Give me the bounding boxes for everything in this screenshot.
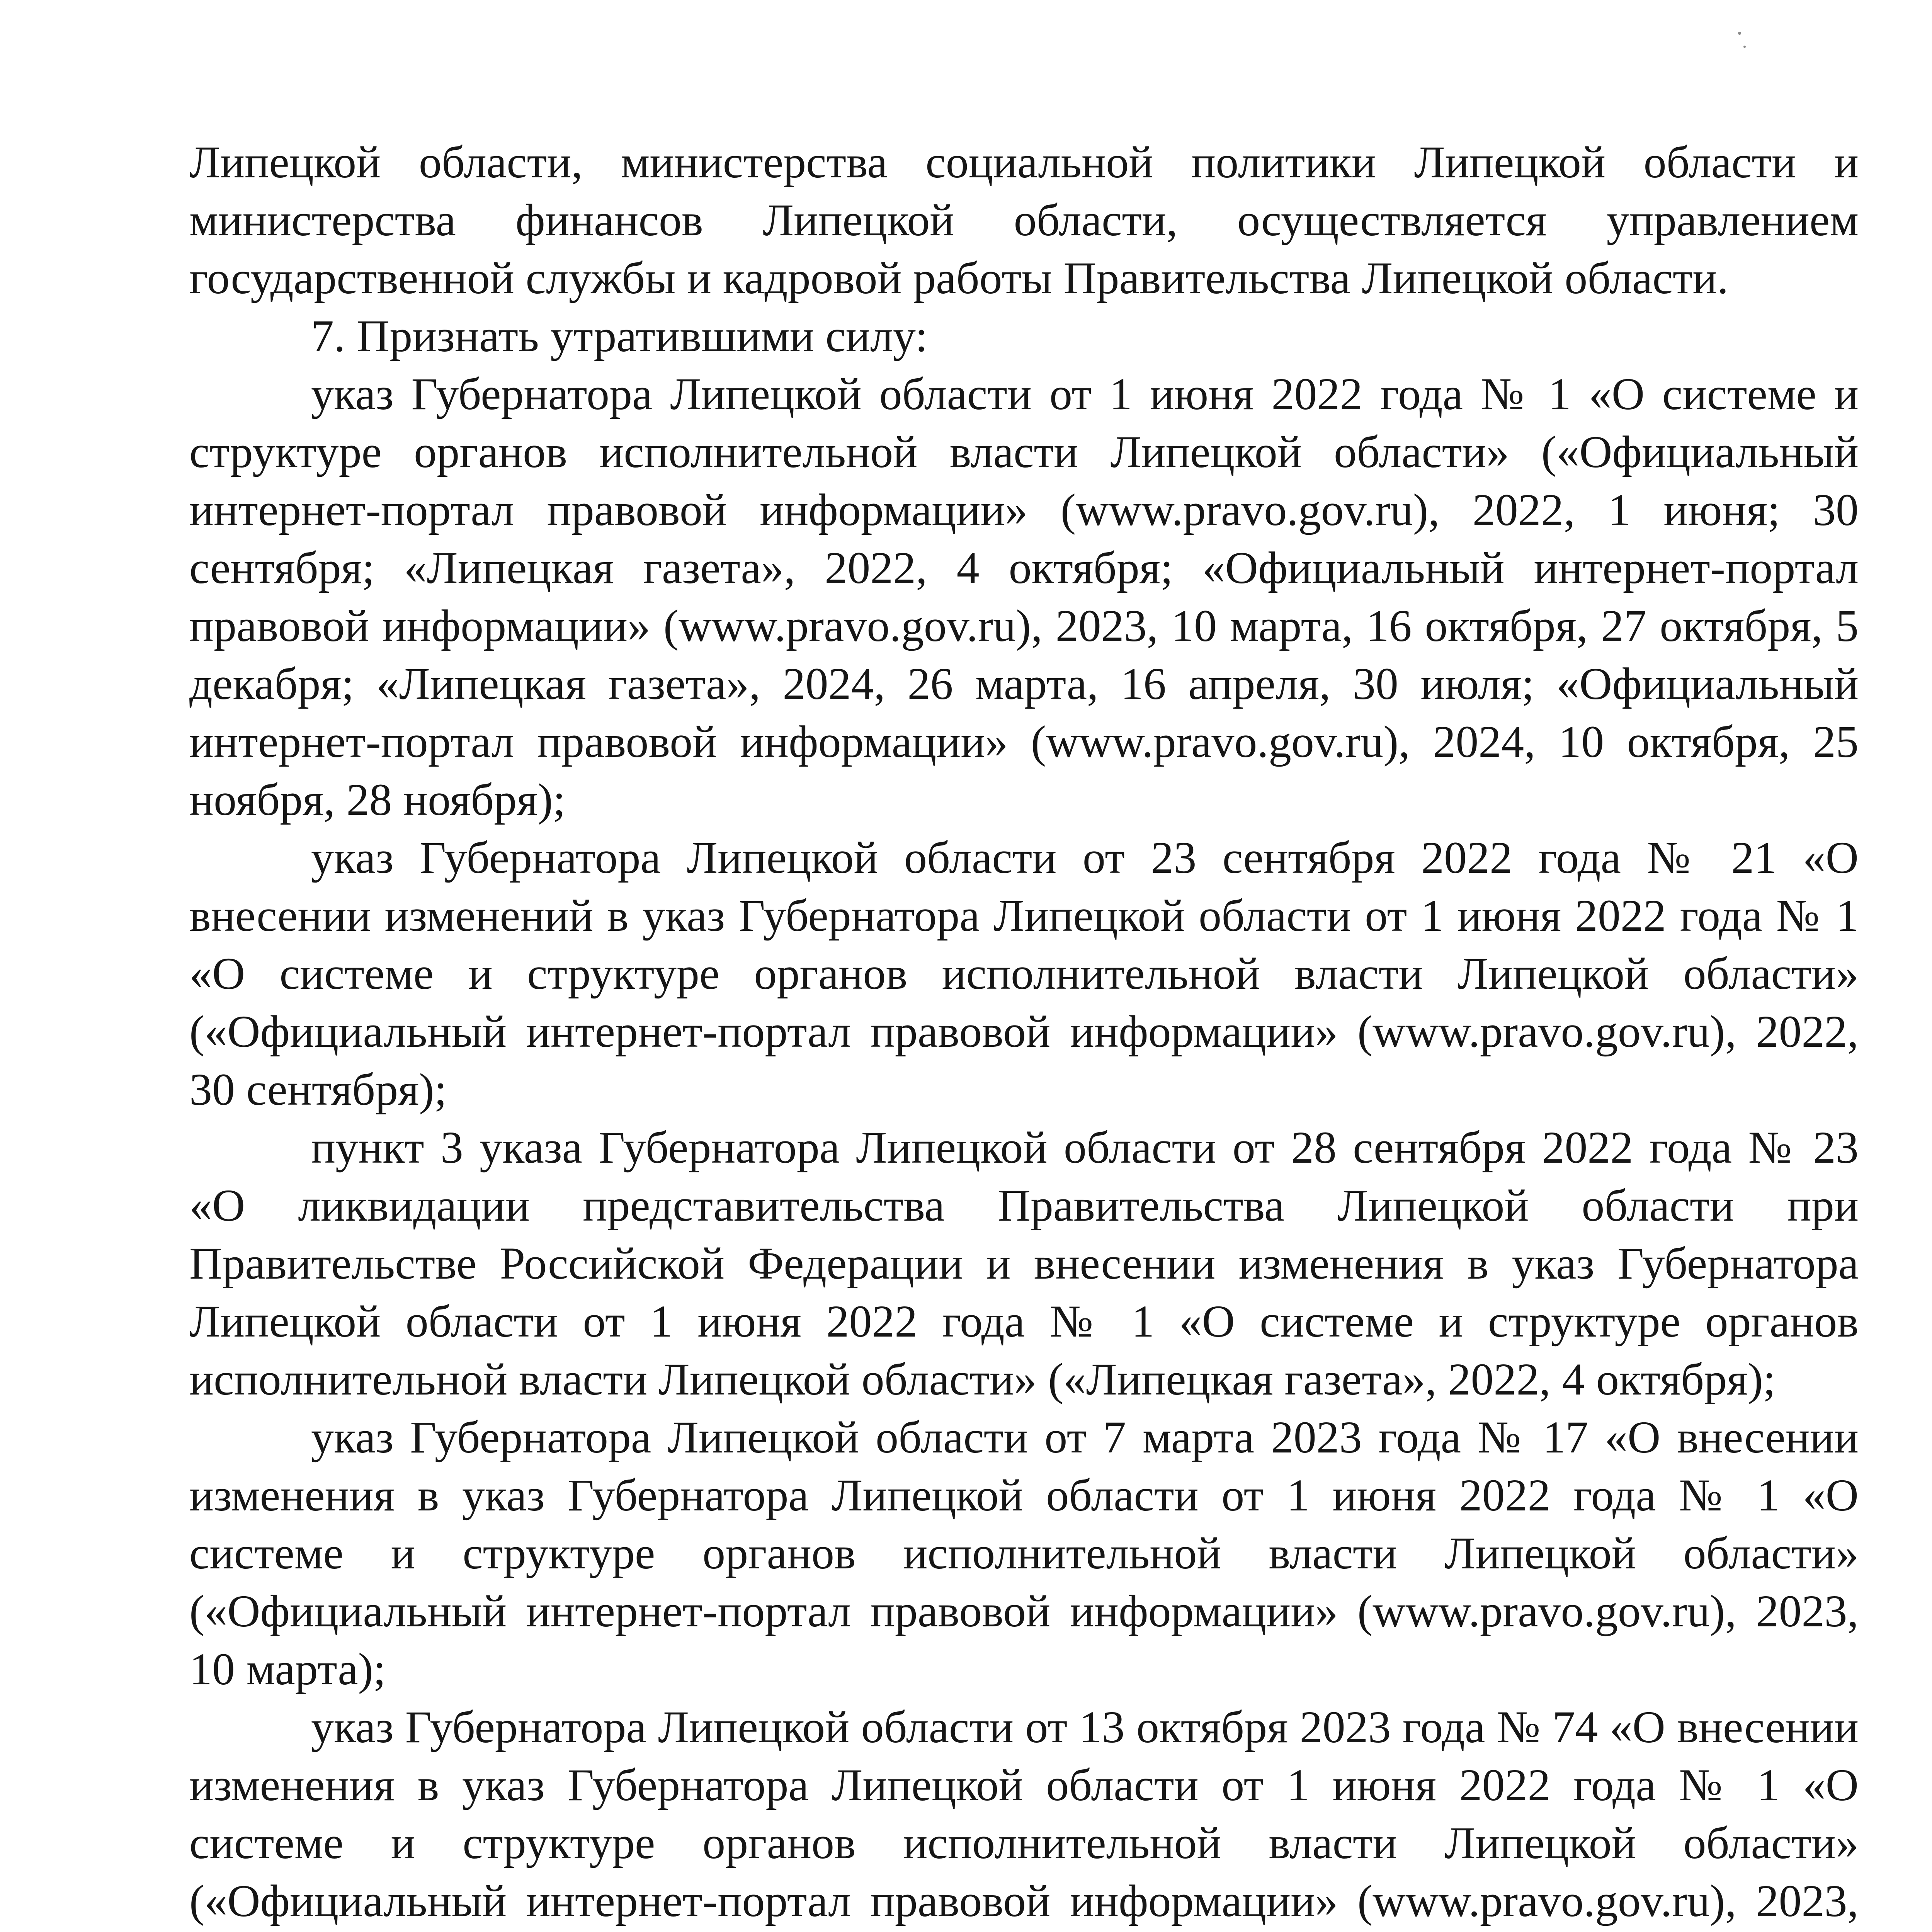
- paragraph-decree-1: указ Губернатора Липецкой области от 1 июня 2022 года № 1 «О системе и структуре органов исполнительной власти Липецкой области» («Официальный интернет-портал правовой информации» (www.pravo.gov.ru), 2022, 1 июня; 30 сентября; «Липецкая газета», 2022, 4 октября; «Официальный интернет-портал правовой информации» (www.pravo.gov.ru), 2023, 10 марта, 16 октября, 27 октября, 5 декабря; «Липецкая газета», 2024, 26 марта, 16 апреля, 30 июля; «Официальный интернет-портал правовой информации» (www.pravo.gov.ru), 2024, 10 октября, 25 ноября, 28 ноября);: [189, 369, 1859, 825]
- paragraph-decree-23: пункт 3 указа Губернатора Липецкой области от 28 сентября 2022 года № 23 «О ликвидации представительства Правительства Липецкой области при Правительстве Российской Федерации и внесении изменения в указ Губернатора Липецкой области от 1 июня 2022 года № 1 «О системе и структуре органов исполнительной власти Липецкой области» («Липецкая газета», 2022, 4 октября);: [189, 1122, 1859, 1405]
- paragraph-decree-74: указ Губернатора Липецкой области от 13 октября 2023 года № 74 «О внесении изменения в указ Губернатора Липецкой области от 1 июня 2022 года № 1 «О системе и структуре органов исполнительной власти Липецкой области» («Официальный интернет-портал правовой информации» (www.pravo.gov.ru), 2023,: [189, 1702, 1859, 1926]
- document-body: [189, 133, 1859, 1932]
- paragraph-item-7: 7. Признать утратившими силу:: [311, 311, 928, 361]
- paragraph-continuation: Липецкой области, министерства социальной политики Липецкой области и министерства финансов Липецкой области, осуществляется управлением государственной службы и кадровой работы Правительства Липецкой области.: [189, 137, 1859, 303]
- paragraph-decree-17: указ Губернатора Липецкой области от 7 марта 2023 года № 17 «О внесении изменения в указ Губернатора Липецкой области от 1 июня 2022 года № 1 «О системе и структуре органов исполнительной власти Липецкой области» («Официальный интернет-портал правовой информации» (www.pravo.gov.ru), 2023, 10 марта);: [189, 1412, 1859, 1694]
- scan-speck-top-right: [1738, 32, 1741, 35]
- scan-speck-top-right-2: [1743, 46, 1746, 48]
- paragraph-decree-21: указ Губернатора Липецкой области от 23 сентября 2022 года № 21 «О внесении изменений в указ Губернатора Липецкой области от 1 июня 2022 года № 1 «О системе и структуре органов исполнительной власти Липецкой области» («Официальный интернет-портал правовой информации» (www.pravo.gov.ru), 2022, 30 сентября);: [189, 832, 1859, 1115]
